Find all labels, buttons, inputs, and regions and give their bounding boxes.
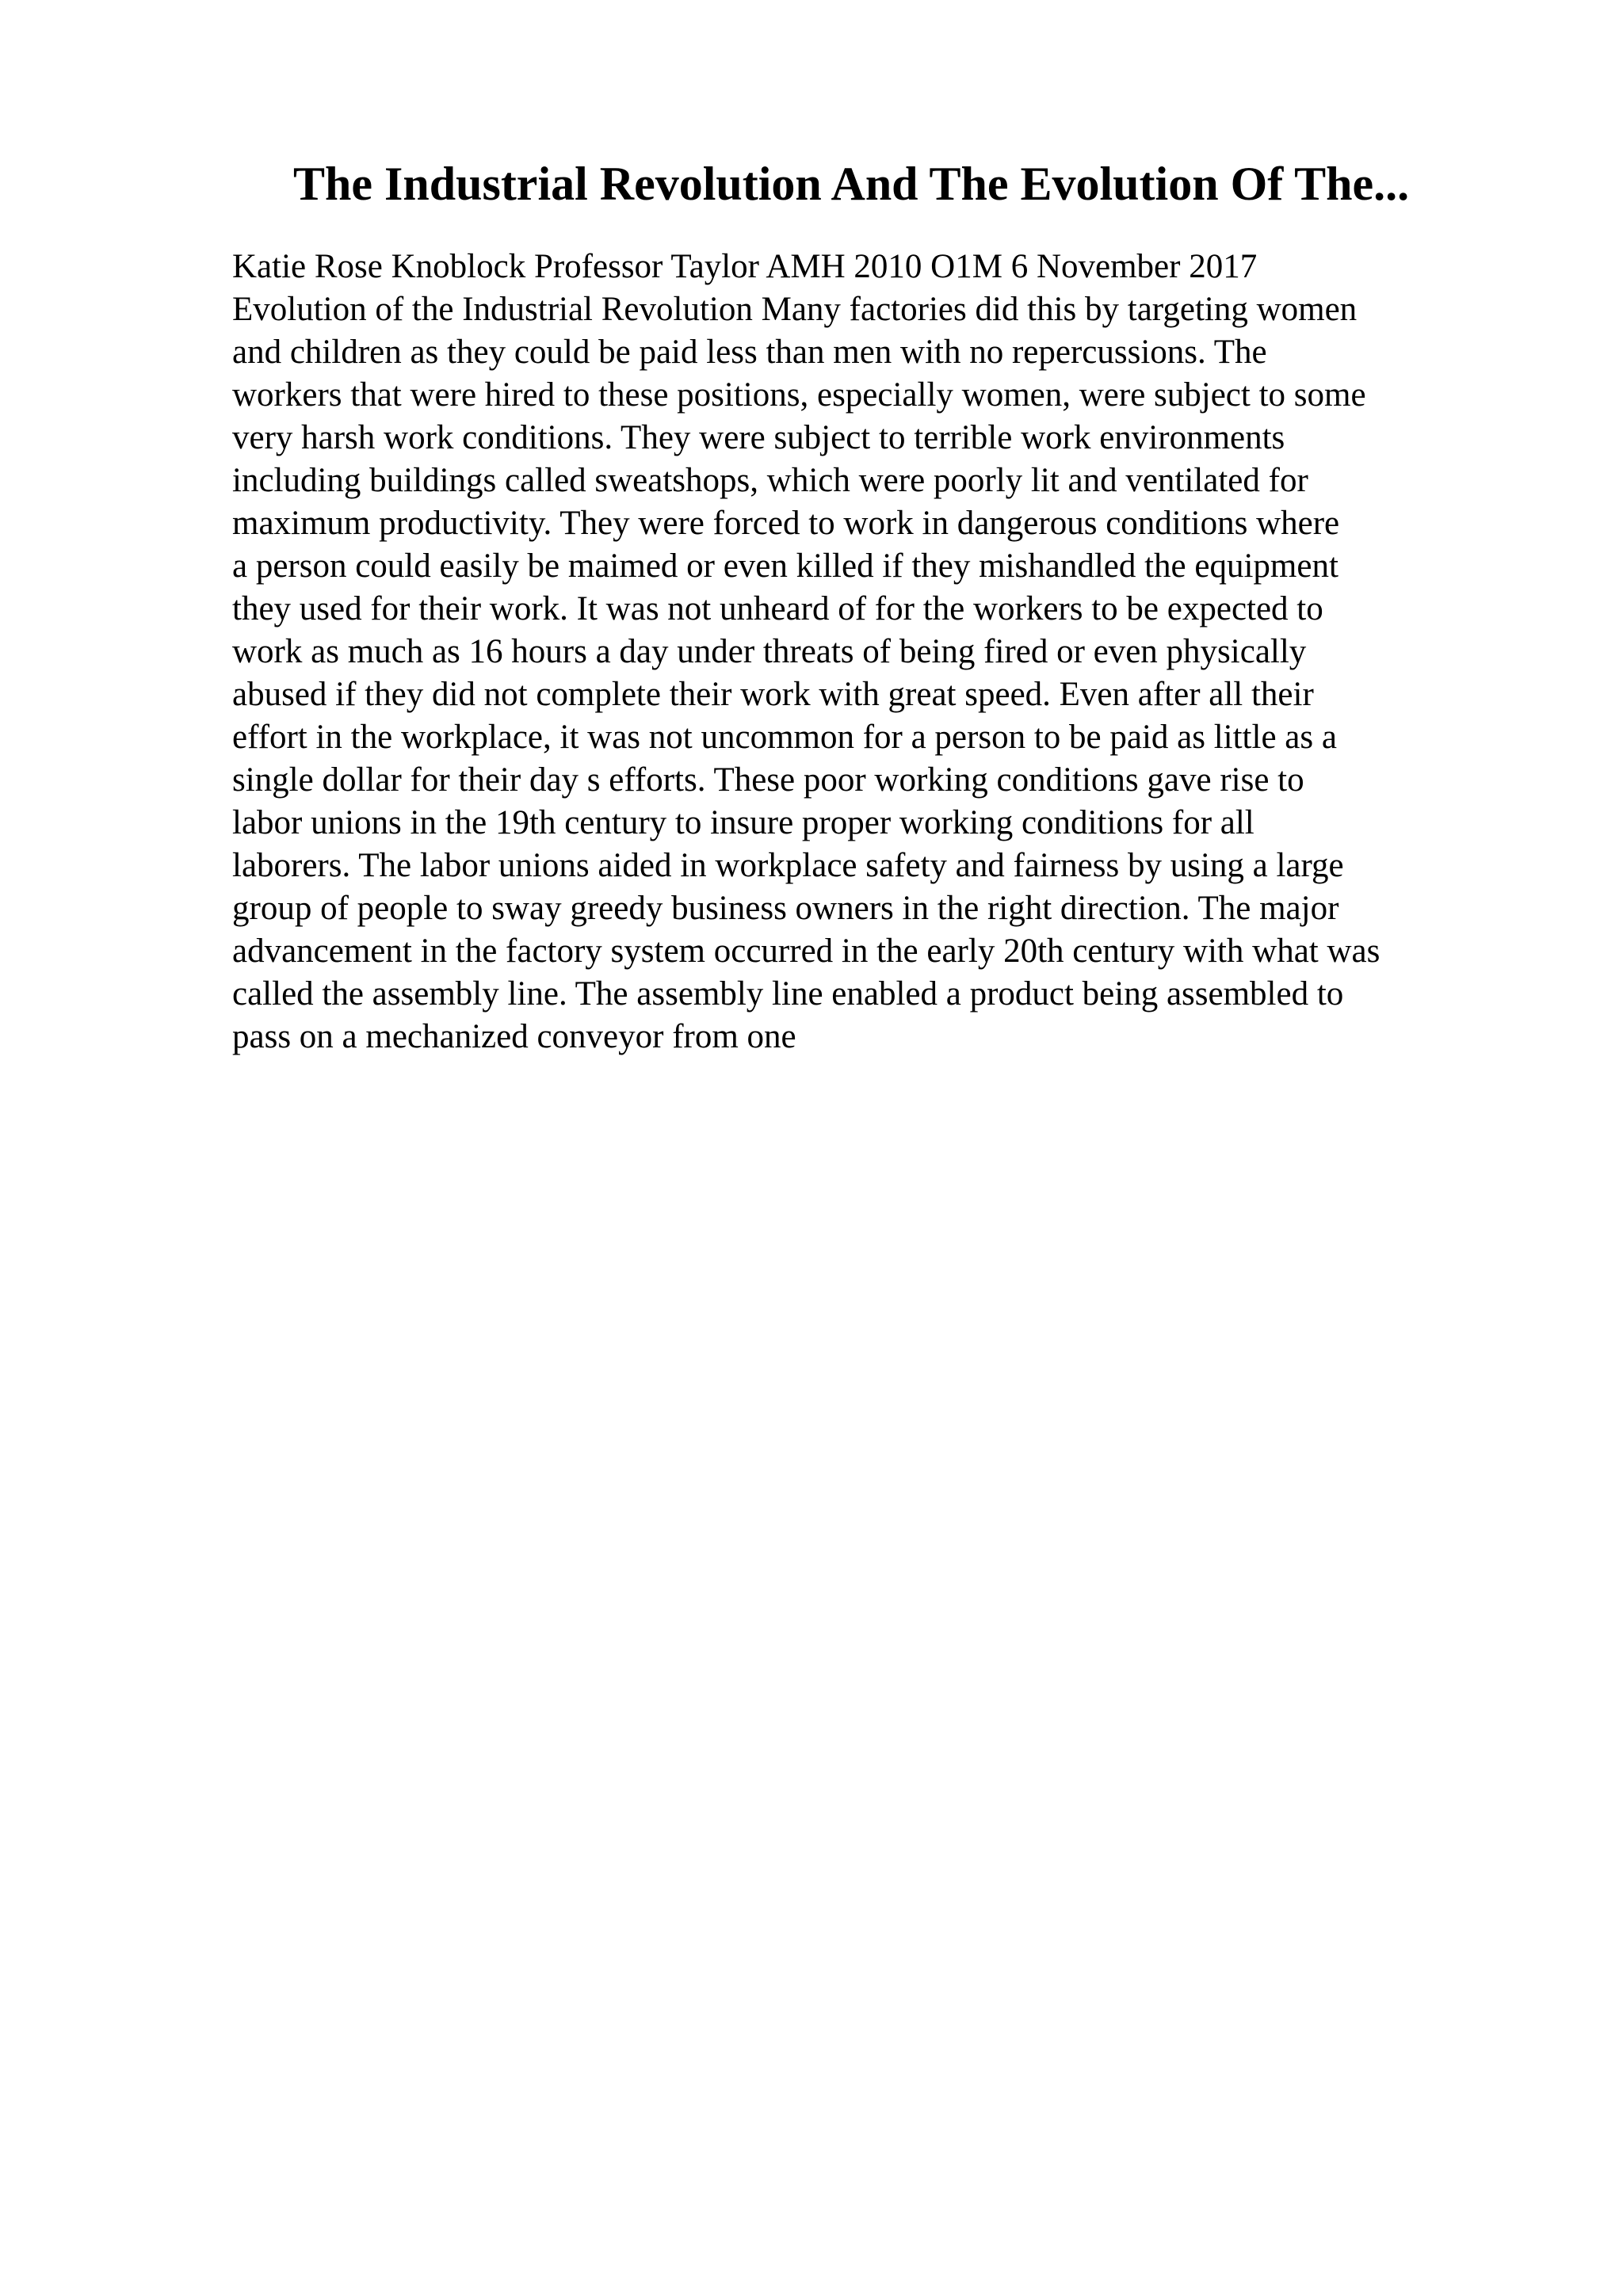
body-line: called the assembly line. The assembly line enabled a product being assembled to [232,975,1344,1013]
body-line: they used for their work. It was not unheard of for the workers to be expected to [232,590,1323,627]
body-line: group of people to sway greedy business owners in the right direction. The major [232,890,1339,927]
body-line: Evolution of the Industrial Revolution Many factories did this by targeting women [232,291,1358,328]
body-line: labor unions in the 19th century to insure proper working conditions for all [232,804,1254,841]
document-body [232,246,1500,1058]
document-title: The Industrial Revolution And The Evolution Of The... [293,158,1410,210]
body-line: advancement in the factory system occurred in the early 20th century with what was [232,933,1381,970]
body-line: effort in the workplace, it was not uncommon for a person to be paid as little as a [232,719,1337,756]
body-line: laborers. The labor unions aided in workplace safety and fairness by using a large [232,847,1344,884]
body-line: maximum productivity. They were forced to work in dangerous conditions where [232,505,1340,542]
body-line: pass on a mechanized conveyor from one [232,1018,796,1055]
body-line: work as much as 16 hours a day under threats of being fired or even physically [232,633,1307,670]
body-line: Katie Rose Knoblock Professor Taylor AMH 2010 O1M 6 November 2017 [232,248,1258,285]
body-line: very harsh work conditions. They were subject to terrible work environments [232,419,1285,456]
body-line: including buildings called sweatshops, which were poorly lit and ventilated for [232,462,1308,499]
body-line: workers that were hired to these positions, especially women, were subject to some [232,376,1366,414]
body-line: single dollar for their day s efforts. These poor working conditions gave rise to [232,761,1304,799]
body-line: and children as they could be paid less than men with no repercussions. The [232,334,1267,371]
body-line: abused if they did not complete their work with great speed. Even after all their [232,676,1314,713]
body-line: a person could easily be maimed or even killed if they mishandled the equipment [232,547,1338,585]
